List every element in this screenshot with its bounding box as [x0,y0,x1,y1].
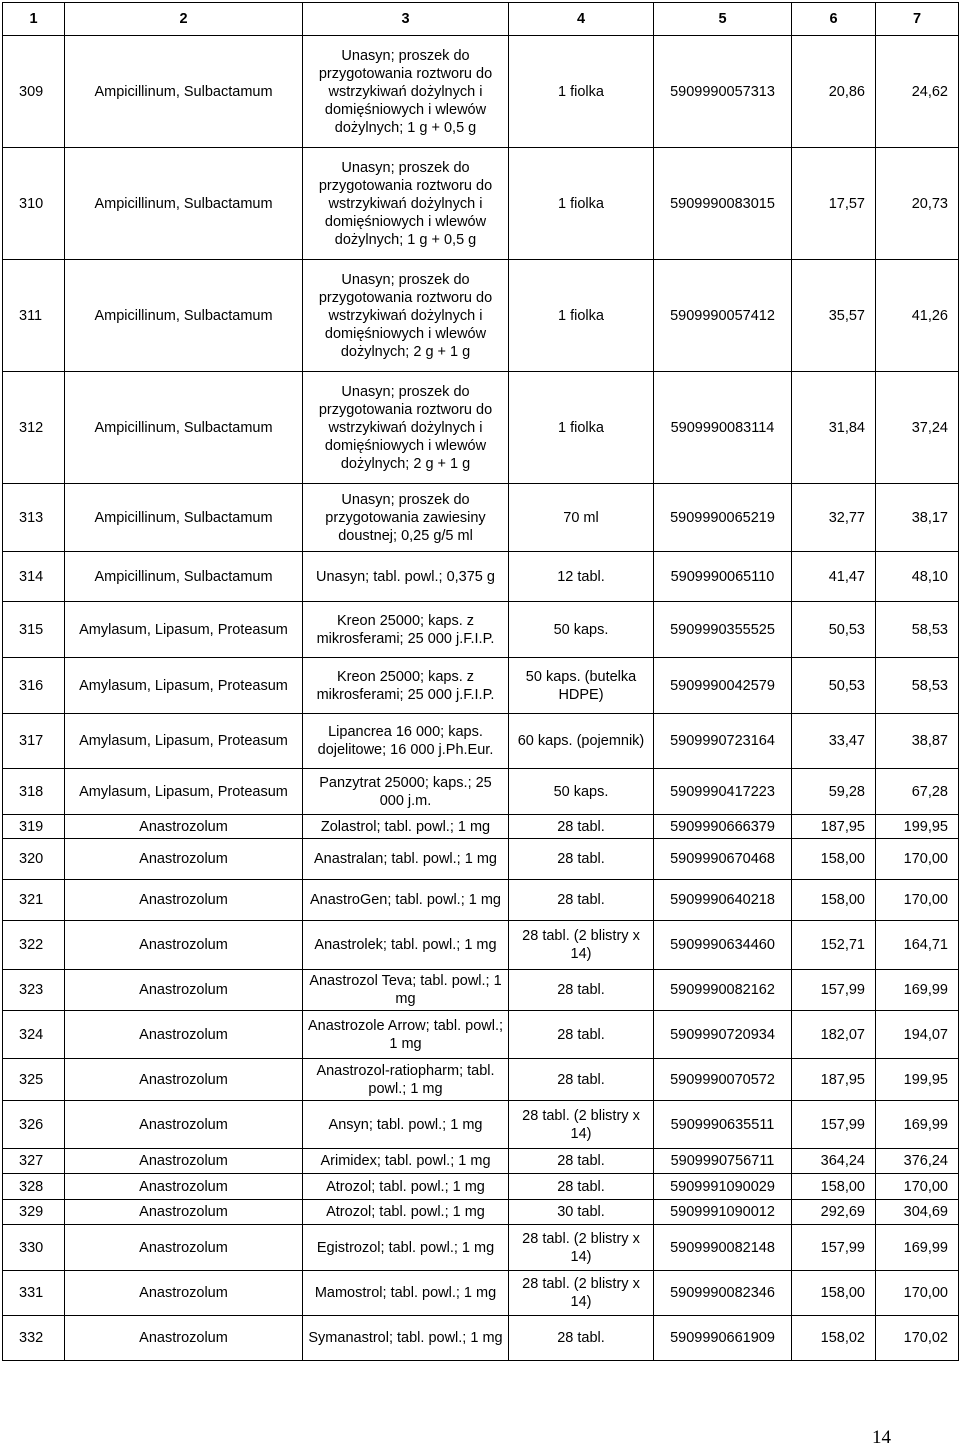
price-retail: 58,53 [876,602,959,658]
price-retail: 169,99 [876,1225,959,1271]
price-official: 158,00 [792,839,876,880]
table-row [3,921,959,970]
product-name: Ansyn; tabl. powl.; 1 mg [303,1101,509,1149]
product-name: Anastrozole Arrow; tabl. powl.; 1 mg [303,1011,509,1059]
active-substance: Anastrozolum [65,1011,303,1059]
active-substance: Ampicillinum, Sulbactamum [65,148,303,260]
row-number: 329 [3,1200,65,1225]
ean-code: 5909990355525 [654,602,792,658]
price-official: 152,71 [792,921,876,970]
price-official: 50,53 [792,602,876,658]
ean-code: 5909990070572 [654,1059,792,1101]
active-substance: Ampicillinum, Sulbactamum [65,36,303,148]
product-name: Anastralan; tabl. powl.; 1 mg [303,839,509,880]
active-substance: Ampicillinum, Sulbactamum [65,260,303,372]
package-size: 50 kaps. [509,602,654,658]
active-substance: Amylasum, Lipasum, Proteasum [65,769,303,815]
price-retail: 170,02 [876,1316,959,1361]
price-retail: 194,07 [876,1011,959,1059]
row-number: 309 [3,36,65,148]
table-row [3,970,959,1011]
row-number: 324 [3,1011,65,1059]
table-header-row [3,3,959,36]
package-size: 1 fiolka [509,260,654,372]
ean-code: 5909990083114 [654,372,792,484]
price-retail: 37,24 [876,372,959,484]
table-row [3,658,959,714]
price-official: 50,53 [792,658,876,714]
package-size: 1 fiolka [509,36,654,148]
price-retail: 199,95 [876,815,959,839]
package-size: 28 tabl. [509,1011,654,1059]
table-row [3,1101,959,1149]
price-retail: 38,17 [876,484,959,552]
active-substance: Amylasum, Lipasum, Proteasum [65,602,303,658]
package-size: 28 tabl. (2 blistry x 14) [509,1101,654,1149]
package-size: 28 tabl. [509,1174,654,1200]
table-row [3,372,959,484]
table-row [3,1174,959,1200]
active-substance: Anastrozolum [65,815,303,839]
price-official: 20,86 [792,36,876,148]
active-substance: Anastrozolum [65,1101,303,1149]
active-substance: Anastrozolum [65,880,303,921]
ean-code: 5909990756711 [654,1149,792,1174]
active-substance: Amylasum, Lipasum, Proteasum [65,714,303,769]
active-substance: Anastrozolum [65,839,303,880]
price-retail: 199,95 [876,1059,959,1101]
active-substance: Anastrozolum [65,921,303,970]
price-retail: 376,24 [876,1149,959,1174]
table-row [3,484,959,552]
active-substance: Anastrozolum [65,1200,303,1225]
active-substance: Anastrozolum [65,1225,303,1271]
price-official: 35,57 [792,260,876,372]
ean-code: 5909990635511 [654,1101,792,1149]
product-name: Unasyn; proszek do przygotowania roztworu do wstrzykiwań dożylnych i domięśniowych i wlewów dożylnych; 1 g + 0,5 g [303,36,509,148]
row-number: 315 [3,602,65,658]
package-size: 60 kaps. (pojemnik) [509,714,654,769]
ean-code: 5909990057313 [654,36,792,148]
package-size: 28 tabl. [509,1149,654,1174]
price-retail: 58,53 [876,658,959,714]
package-size: 28 tabl. [509,815,654,839]
table-row [3,552,959,602]
row-number: 321 [3,880,65,921]
price-official: 187,95 [792,815,876,839]
package-size: 12 tabl. [509,552,654,602]
price-retail: 164,71 [876,921,959,970]
package-size: 28 tabl. [509,880,654,921]
price-official: 33,47 [792,714,876,769]
price-official: 17,57 [792,148,876,260]
product-name: Unasyn; tabl. powl.; 0,375 g [303,552,509,602]
ean-code: 5909990082148 [654,1225,792,1271]
column-header: 1 [3,3,65,36]
column-header: 4 [509,3,654,36]
ean-code: 5909990057412 [654,260,792,372]
package-size: 30 tabl. [509,1200,654,1225]
price-official: 32,77 [792,484,876,552]
package-size: 28 tabl. (2 blistry x 14) [509,1225,654,1271]
active-substance: Ampicillinum, Sulbactamum [65,372,303,484]
row-number: 332 [3,1316,65,1361]
price-official: 158,02 [792,1316,876,1361]
row-number: 325 [3,1059,65,1101]
row-number: 310 [3,148,65,260]
row-number: 312 [3,372,65,484]
package-size: 1 fiolka [509,372,654,484]
price-official: 41,47 [792,552,876,602]
package-size: 28 tabl. (2 blistry x 14) [509,1271,654,1316]
active-substance: Anastrozolum [65,1149,303,1174]
active-substance: Ampicillinum, Sulbactamum [65,484,303,552]
ean-code: 5909990670468 [654,839,792,880]
row-number: 330 [3,1225,65,1271]
table-row [3,602,959,658]
product-name: Lipancrea 16 000; kaps. dojelitowe; 16 000 j.Ph.Eur. [303,714,509,769]
package-size: 28 tabl. [509,1316,654,1361]
ean-code: 5909990634460 [654,921,792,970]
column-header: 3 [303,3,509,36]
reimbursement-table [2,2,959,1361]
price-official: 157,99 [792,970,876,1011]
price-official: 364,24 [792,1149,876,1174]
active-substance: Anastrozolum [65,1174,303,1200]
active-substance: Ampicillinum, Sulbactamum [65,552,303,602]
price-retail: 41,26 [876,260,959,372]
price-retail: 20,73 [876,148,959,260]
price-official: 158,00 [792,1174,876,1200]
table-row [3,1316,959,1361]
ean-code: 5909991090029 [654,1174,792,1200]
row-number: 319 [3,815,65,839]
product-name: Anastrozol Teva; tabl. powl.; 1 mg [303,970,509,1011]
package-size: 28 tabl. (2 blistry x 14) [509,921,654,970]
product-name: Anastrozol-ratiopharm; tabl. powl.; 1 mg [303,1059,509,1101]
row-number: 317 [3,714,65,769]
row-number: 326 [3,1101,65,1149]
price-official: 157,99 [792,1225,876,1271]
price-retail: 304,69 [876,1200,959,1225]
ean-code: 5909990666379 [654,815,792,839]
table-row [3,1271,959,1316]
price-retail: 170,00 [876,880,959,921]
ean-code: 5909990042579 [654,658,792,714]
product-name: Zolastrol; tabl. powl.; 1 mg [303,815,509,839]
ean-code: 5909990720934 [654,1011,792,1059]
price-retail: 170,00 [876,1174,959,1200]
product-name: Atrozol; tabl. powl.; 1 mg [303,1200,509,1225]
table-row [3,839,959,880]
table-row [3,769,959,815]
price-retail: 38,87 [876,714,959,769]
ean-code: 5909990640218 [654,880,792,921]
table-row [3,714,959,769]
row-number: 313 [3,484,65,552]
table-row [3,1200,959,1225]
price-retail: 170,00 [876,839,959,880]
price-official: 31,84 [792,372,876,484]
price-official: 292,69 [792,1200,876,1225]
column-header: 6 [792,3,876,36]
product-name: Unasyn; proszek do przygotowania zawiesiny doustnej; 0,25 g/5 ml [303,484,509,552]
row-number: 318 [3,769,65,815]
ean-code: 5909990065110 [654,552,792,602]
row-number: 311 [3,260,65,372]
row-number: 316 [3,658,65,714]
column-header: 7 [876,3,959,36]
price-official: 182,07 [792,1011,876,1059]
ean-code: 5909990417223 [654,769,792,815]
product-name: Symanastrol; tabl. powl.; 1 mg [303,1316,509,1361]
row-number: 314 [3,552,65,602]
price-retail: 170,00 [876,1271,959,1316]
package-size: 28 tabl. [509,1059,654,1101]
package-size: 50 kaps. (butelka HDPE) [509,658,654,714]
package-size: 70 ml [509,484,654,552]
ean-code: 5909990065219 [654,484,792,552]
product-name: Kreon 25000; kaps. z mikrosferami; 25 000 j.F.I.P. [303,658,509,714]
active-substance: Amylasum, Lipasum, Proteasum [65,658,303,714]
price-official: 158,00 [792,880,876,921]
row-number: 328 [3,1174,65,1200]
product-name: Arimidex; tabl. powl.; 1 mg [303,1149,509,1174]
package-size: 28 tabl. [509,839,654,880]
table-row [3,1225,959,1271]
product-name: Unasyn; proszek do przygotowania roztworu do wstrzykiwań dożylnych i domięśniowych i wlewów dożylnych; 1 g + 0,5 g [303,148,509,260]
column-header: 2 [65,3,303,36]
product-name: Unasyn; proszek do przygotowania roztworu do wstrzykiwań dożylnych i domięśniowych i wlewów dożylnych; 2 g + 1 g [303,372,509,484]
table-row [3,815,959,839]
price-official: 187,95 [792,1059,876,1101]
table-row [3,1059,959,1101]
product-name: Unasyn; proszek do przygotowania roztworu do wstrzykiwań dożylnych i domięśniowych i wlewów dożylnych; 2 g + 1 g [303,260,509,372]
table-row [3,880,959,921]
price-retail: 67,28 [876,769,959,815]
price-retail: 169,99 [876,970,959,1011]
product-name: Panzytrat 25000; kaps.; 25 000 j.m. [303,769,509,815]
price-official: 157,99 [792,1101,876,1149]
row-number: 327 [3,1149,65,1174]
table-row [3,1011,959,1059]
ean-code: 5909990661909 [654,1316,792,1361]
product-name: Egistrozol; tabl. powl.; 1 mg [303,1225,509,1271]
product-name: Mamostrol; tabl. powl.; 1 mg [303,1271,509,1316]
table-row [3,1149,959,1174]
active-substance: Anastrozolum [65,1059,303,1101]
table-row [3,148,959,260]
product-name: AnastroGen; tabl. powl.; 1 mg [303,880,509,921]
row-number: 323 [3,970,65,1011]
price-retail: 24,62 [876,36,959,148]
active-substance: Anastrozolum [65,1271,303,1316]
row-number: 331 [3,1271,65,1316]
active-substance: Anastrozolum [65,1316,303,1361]
package-size: 28 tabl. [509,970,654,1011]
product-name: Atrozol; tabl. powl.; 1 mg [303,1174,509,1200]
price-retail: 169,99 [876,1101,959,1149]
table-row [3,36,959,148]
ean-code: 5909990083015 [654,148,792,260]
column-header: 5 [654,3,792,36]
row-number: 322 [3,921,65,970]
product-name: Anastrolek; tabl. powl.; 1 mg [303,921,509,970]
price-official: 59,28 [792,769,876,815]
table-row [3,260,959,372]
page-number: 14 [872,1427,891,1448]
product-name: Kreon 25000; kaps. z mikrosferami; 25 000 j.F.I.P. [303,602,509,658]
ean-code: 5909990723164 [654,714,792,769]
ean-code: 5909990082162 [654,970,792,1011]
package-size: 1 fiolka [509,148,654,260]
price-retail: 48,10 [876,552,959,602]
price-official: 158,00 [792,1271,876,1316]
ean-code: 5909991090012 [654,1200,792,1225]
row-number: 320 [3,839,65,880]
ean-code: 5909990082346 [654,1271,792,1316]
active-substance: Anastrozolum [65,970,303,1011]
package-size: 50 kaps. [509,769,654,815]
